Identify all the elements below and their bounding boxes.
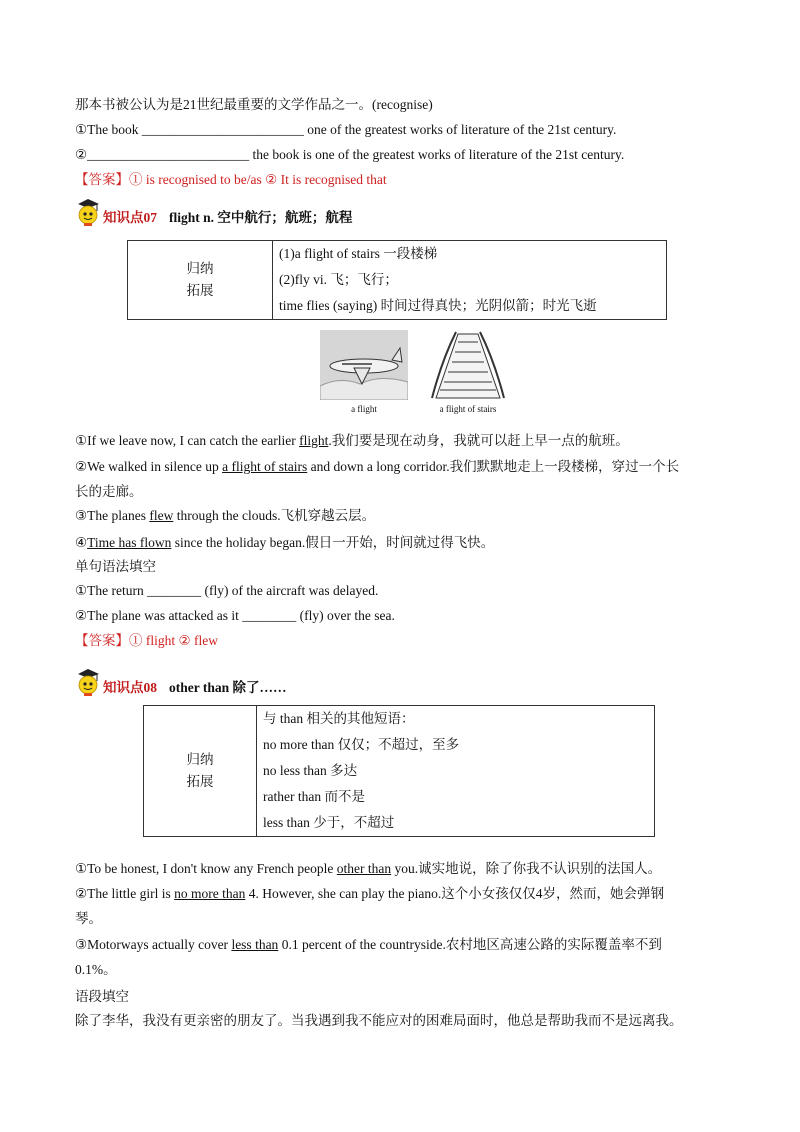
kp07-example-4: ④Time has flown since the holiday began.假日一开始，时间就过得飞快。	[75, 535, 495, 550]
stairs-illustration	[428, 330, 508, 416]
q2-blank[interactable]: ________________________	[87, 147, 250, 162]
kp08-table	[143, 705, 655, 837]
kp08-example-1: ①To be honest, I don't know any French people other than you.诚实地说，除了你我不认识别的法国人。	[75, 861, 662, 876]
q2-pre: ②	[75, 147, 88, 162]
kp08-example-2: ②The little girl is no more than 4. However, she can play the piano.这个小女孩仅仅4岁，然而，她会弹钢	[75, 886, 664, 901]
intro-q1	[75, 121, 616, 139]
intro-answer: 【答案】① is recognised to be/as ② It is recognised that	[75, 172, 387, 187]
kp07-exercise-2: ②The plane was attacked as it ________ (fly) over the sea.	[75, 608, 395, 623]
kp07-exercise-title: 单句语法填空	[75, 559, 156, 574]
airplane-illustration	[320, 330, 408, 416]
kp08-label: 知识点08	[103, 680, 157, 695]
intro-q2	[75, 146, 624, 164]
kp08-para-text: 除了李华，我没有更亲密的朋友了。当我遇到我不能应对的困难局面时，他总是帮助我而不是远离我。	[75, 1013, 683, 1028]
scholar-mascot-icon	[75, 198, 101, 226]
q1-pre: ①The book	[75, 122, 142, 137]
caption-a-flight: a flight	[351, 404, 377, 414]
kp07-answer: 【答案】① flight ② flew	[75, 633, 218, 648]
kp07-example-3: ③The planes flew through the clouds.飞机穿越云层。	[75, 508, 376, 523]
airplane-icon	[320, 330, 408, 400]
kp08-example-3: ③Motorways actually cover less than 0.1 percent of the countryside.农村地区高速公路的实际覆盖率不到	[75, 937, 662, 952]
kp08-table-right: 与 than 相关的其他短语： no more than 仅仅；不超过，至多 no less than 多达 rather than 而不是 less than 少于，不超过	[257, 706, 655, 837]
kp07-label: 知识点07	[103, 210, 157, 225]
kp08-example-2-cont: 琴。	[75, 911, 102, 926]
kp08-para-title: 语段填空	[75, 989, 129, 1004]
kp07-example-2: ②We walked in silence up a flight of stairs and down a long corridor.我们默默地走上一段楼梯，穿过一个长	[75, 459, 680, 474]
scholar-mascot-icon	[75, 668, 101, 696]
kp08-title: other than 除了……	[169, 680, 287, 695]
caption-a-flight-of-stairs: a flight of stairs	[439, 404, 497, 414]
kp08-header	[75, 668, 287, 696]
q1-blank[interactable]: ________________________	[141, 122, 304, 137]
intro-chinese: 那本书被公认为是21世纪最重要的文学作品之一。(recognise)	[75, 97, 433, 112]
kp07-example-2-cont: 长的走廊。	[75, 484, 143, 499]
kp08-table-left: 归纳 拓展	[144, 706, 257, 837]
q2-post: the book is one of the greatest works of literature of the 21st century.	[249, 147, 625, 162]
kp07-table	[127, 240, 667, 320]
q1-post: one of the greatest works of literature of the 21st century.	[303, 122, 617, 137]
kp07-title: flight n. 空中航行；航班；航程	[169, 210, 353, 225]
kp07-exercise-1: ①The return ________ (fly) of the aircraft was delayed.	[75, 583, 379, 598]
kp07-header	[75, 198, 352, 226]
kp07-table-left: 归纳 拓展	[128, 241, 273, 320]
kp07-table-right: (1)a flight of stairs 一段楼梯 (2)fly vi. 飞；飞行； time flies (saying) 时间过得真快；光阴似箭；时光飞逝	[273, 241, 667, 320]
kp07-example-1: ①If we leave now, I can catch the earlier flight.我们要是现在动身，我就可以赶上早一点的航班。	[75, 433, 629, 448]
kp08-example-3-cont: 0.1%。	[75, 962, 117, 977]
stairs-icon	[428, 330, 508, 400]
